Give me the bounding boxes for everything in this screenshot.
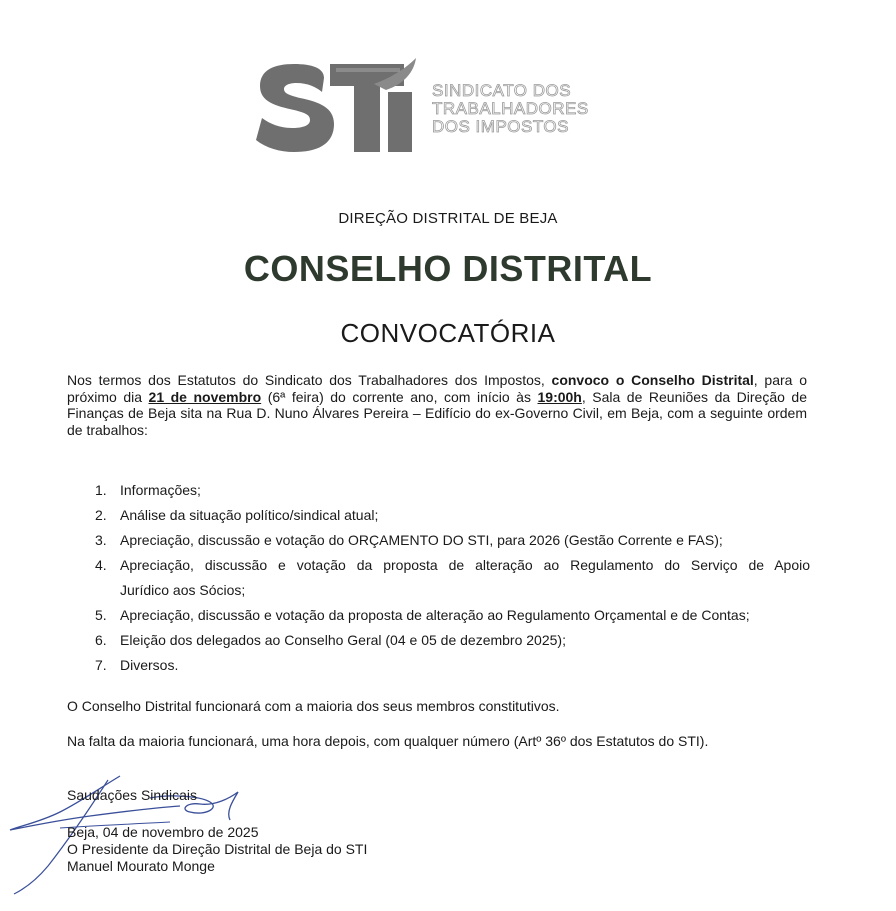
intro-text: , Sala de Reuniões da Direção de Finanças de Beja sita na Rua D. Nuno Álvares Pereira – Edifício do ex-Governo Civil, em Beja, com a seguinte ordem de trabalhos: — [67, 388, 808, 438]
agenda-item-number: 1. — [95, 482, 107, 498]
agenda-item-text-continued: Jurídico aos Sócios; — [120, 582, 246, 598]
intro-text: Nos termos dos Estatutos do Sindicato dos Trabalhadores dos Impostos, — [67, 372, 552, 388]
agenda-item-number: 6. — [95, 632, 107, 648]
department-heading: DIREÇÃO DISTRITAL DE BEJA — [338, 210, 558, 227]
intro-bold-convoco: convoco o Conselho Distrital — [551, 372, 754, 388]
logo-text-line: DOS IMPOSTOS — [432, 117, 569, 136]
agenda-item-text: Apreciação, discussão e votação da proposta de alteração ao Regulamento do Serviço de Apoio — [120, 557, 810, 573]
agenda-item — [90, 478, 810, 503]
intro-paragraph — [67, 372, 807, 438]
sti-logo-mark — [254, 56, 426, 160]
agenda-item-text: Apreciação, discussão e votação do ORÇAMENTO DO STI, para 2026 (Gestão Corrente e FAS); — [120, 532, 723, 548]
agenda-list — [90, 478, 810, 678]
agenda-item-text: Diversos. — [120, 657, 179, 673]
agenda-item — [90, 503, 810, 528]
fallback-note: Na falta da maioria funcionará, uma hora depois, com qualquer número (Artº 36º dos Estatutos do STI). — [67, 733, 709, 749]
agenda-item-number: 3. — [95, 532, 107, 548]
agenda-item — [90, 553, 810, 603]
document-title: CONSELHO DISTRITAL — [243, 248, 653, 289]
meeting-time: 19:00h — [537, 388, 582, 405]
meeting-date: 21 de novembro — [148, 388, 262, 405]
agenda-item-text: Apreciação, discussão e votação da proposta de alteração ao Regulamento Orçamental e de Contas; — [120, 607, 750, 623]
quorum-note: O Conselho Distrital funcionará com a maioria dos seus membros constitutivos. — [67, 698, 560, 714]
sti-logo — [254, 56, 614, 166]
agenda-item-number: 5. — [95, 607, 107, 623]
agenda-item-text: Análise da situação político/sindical atual; — [120, 507, 379, 523]
signature-block — [67, 787, 367, 875]
place-date: Beja, 04 de novembro de 2025 — [67, 824, 259, 840]
logo-text-line: TRABALHADORES — [432, 99, 589, 118]
logo-text — [432, 82, 589, 136]
intro-text: , para o próximo dia — [67, 372, 807, 405]
signer-name: Manuel Mourato Monge — [67, 858, 215, 874]
agenda-item-number: 4. — [95, 557, 107, 573]
agenda-item — [90, 528, 810, 553]
agenda-item — [90, 653, 810, 678]
agenda-item-number: 2. — [95, 507, 107, 523]
intro-text: (6ª feira) do corrente ano, com início às — [261, 388, 538, 405]
agenda-item — [90, 628, 810, 653]
document-subtitle: CONVOCATÓRIA — [340, 318, 556, 348]
agenda-item-text: Informações; — [120, 482, 201, 498]
agenda-item-text: Eleição dos delegados ao Conselho Geral (04 e 05 de dezembro 2025); — [120, 632, 566, 648]
agenda-item-number: 7. — [95, 657, 107, 673]
agenda-item — [90, 603, 810, 628]
closing-greeting: Saudações Sindicais — [67, 787, 197, 803]
logo-text-line: SINDICATO DOS — [432, 81, 572, 100]
signer-role: O Presidente da Direção Distrital de Beja do STI — [67, 841, 368, 857]
